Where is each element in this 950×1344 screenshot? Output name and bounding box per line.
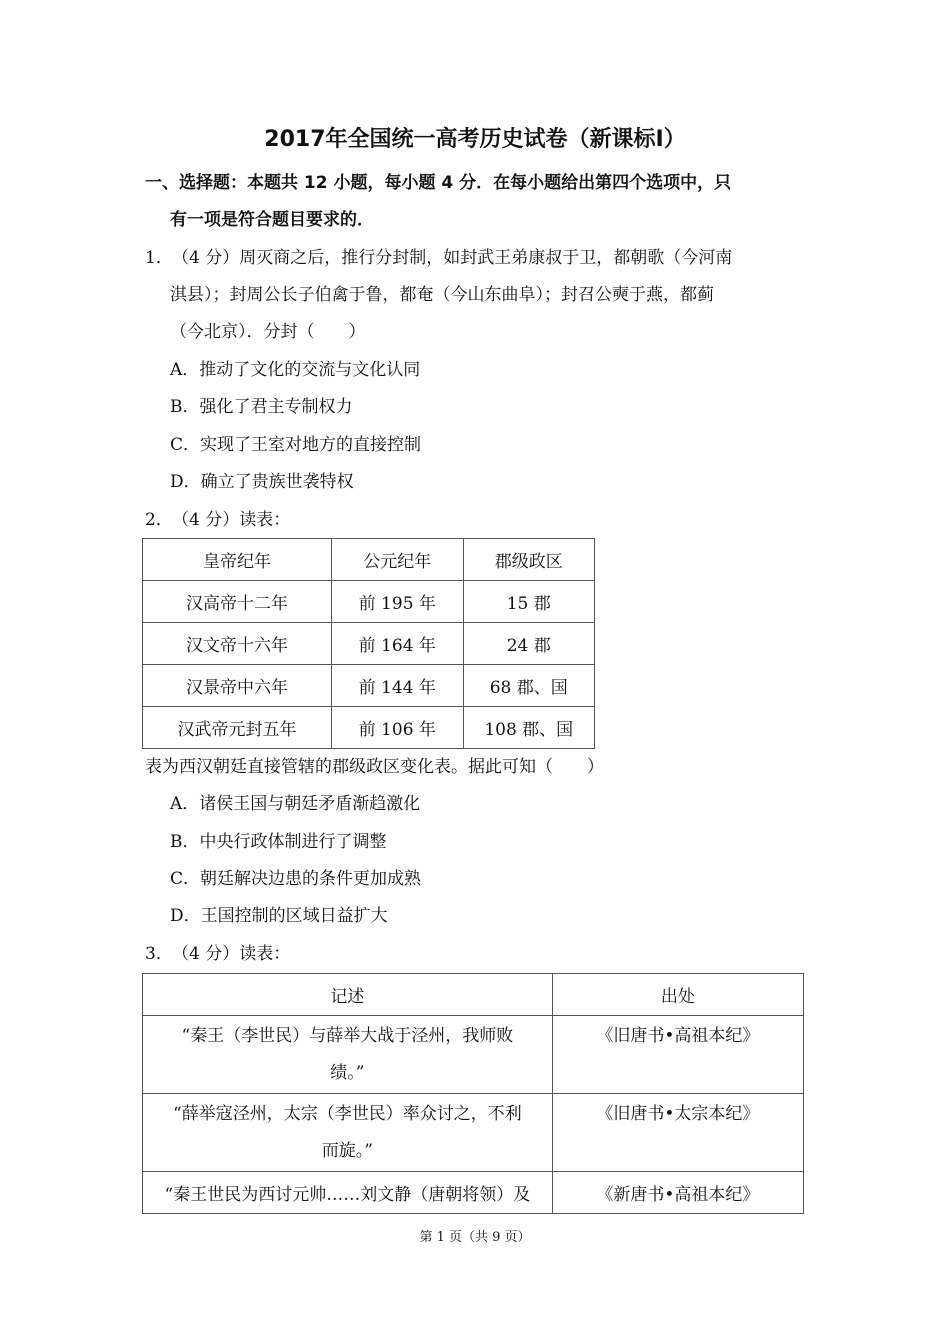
question-1-stem-line2: 淇县）；封周公长子伯禽于鲁，都奄（今山东曲阜）；封召公奭于燕，都蓟 xyxy=(170,285,714,305)
table-cell: 汉文帝十六年 xyxy=(143,623,332,665)
question-1-option-d[interactable]: D．确立了贵族世袭特权 xyxy=(170,472,354,492)
table-header-cell: 出处 xyxy=(552,974,803,1016)
table-cell: 15 郡 xyxy=(463,581,594,623)
table-cell xyxy=(143,1016,553,1094)
table-cell: 108 郡、国 xyxy=(463,707,594,749)
table-header-cell: 皇帝纪年 xyxy=(143,539,332,581)
question-2-table xyxy=(142,538,595,749)
table-cell: 24 郡 xyxy=(463,623,594,665)
question-3-table xyxy=(142,973,804,1214)
section-heading-line1: 一、选择题：本题共 12 小题，每小题 4 分．在每小题给出第四个选项中，只 xyxy=(145,173,732,193)
cell-line: “秦王（李世民）与薛举大战于泾州，我师败 xyxy=(181,1026,514,1046)
table-cell: 《旧唐书•高祖本纪》 xyxy=(552,1016,803,1094)
question-1-stem-line1: （4 分）周灭商之后，推行分封制，如封武王弟康叔于卫，都朝歌（今河南 xyxy=(172,248,733,268)
question-3-number: 3． xyxy=(145,944,173,964)
question-2-stem: （4 分）读表： xyxy=(172,510,291,530)
table-row xyxy=(143,1094,804,1172)
question-2-option-a[interactable]: A．诸侯王国与朝廷矛盾渐趋激化 xyxy=(170,794,421,814)
question-2-option-b[interactable]: B．中央行政体制进行了调整 xyxy=(170,832,387,852)
cell-line: 而旋。” xyxy=(321,1141,373,1161)
table-cell: 前 195 年 xyxy=(332,581,463,623)
table-header-cell: 记述 xyxy=(143,974,553,1016)
table-cell: “秦王世民为西讨元帅……刘文静（唐朝将领）及 xyxy=(143,1172,553,1214)
table-cell: 《新唐书•高祖本纪》 xyxy=(552,1172,803,1214)
table-cell: 68 郡、国 xyxy=(463,665,594,707)
table-row xyxy=(143,581,595,623)
question-1-stem-line3: （今北京）．分封（ ） xyxy=(170,322,366,342)
table-cell: 汉高帝十二年 xyxy=(143,581,332,623)
question-2-number: 2． xyxy=(145,510,173,530)
table-cell: 汉武帝元封五年 xyxy=(143,707,332,749)
question-2-after-table: 表为西汉朝廷直接管辖的郡级政区变化表。据此可知（ ） xyxy=(145,757,604,777)
table-header-cell: 公元纪年 xyxy=(332,539,463,581)
table-cell: 前 106 年 xyxy=(332,707,463,749)
table-cell: 前 164 年 xyxy=(332,623,463,665)
page-title: 2017年全国统一高考历史试卷（新课标Ⅰ） xyxy=(264,127,686,152)
question-1-option-b[interactable]: B．强化了君主专制权力 xyxy=(170,397,353,417)
table-header-cell: 郡级政区 xyxy=(463,539,594,581)
table-row xyxy=(143,707,595,749)
question-3-stem: （4 分）读表： xyxy=(172,944,291,964)
table-cell: 前 144 年 xyxy=(332,665,463,707)
cell-line: 绩。” xyxy=(330,1063,365,1083)
cell-line: “薛举寇泾州，太宗（李世民）率众讨之，不利 xyxy=(173,1104,522,1124)
question-1-option-a[interactable]: A．推动了文化的交流与文化认同 xyxy=(170,360,421,380)
page-footer: 第 1 页（共 9 页） xyxy=(419,1230,531,1245)
table-row xyxy=(143,623,595,665)
table-cell: 《旧唐书•太宗本纪》 xyxy=(552,1094,803,1172)
question-1-option-c[interactable]: C．实现了王室对地方的直接控制 xyxy=(170,435,422,455)
table-row xyxy=(143,665,595,707)
table-row xyxy=(143,1172,804,1214)
question-1-number: 1． xyxy=(145,248,173,268)
table-cell xyxy=(143,1094,553,1172)
table-row xyxy=(143,1016,804,1094)
table-cell: 汉景帝中六年 xyxy=(143,665,332,707)
section-heading-line2: 有一项是符合题目要求的． xyxy=(170,210,374,230)
question-2-option-d[interactable]: D．王国控制的区域日益扩大 xyxy=(170,906,388,926)
question-2-option-c[interactable]: C．朝廷解决边患的条件更加成熟 xyxy=(170,869,422,889)
